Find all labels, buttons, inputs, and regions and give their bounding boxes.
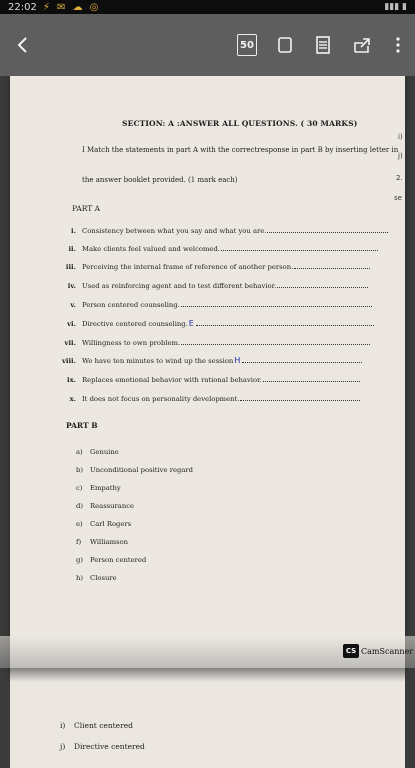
scanned-page-2 xyxy=(10,668,405,768)
question-row: vii. Willingness to own problem. xyxy=(58,338,370,350)
question-row: ii. Make clients feel valued and welcomed. xyxy=(58,244,378,256)
question-row: vi. Directive centered counseling. E xyxy=(58,319,374,331)
handwritten-answer: H xyxy=(234,356,241,365)
signal-icons: ▮▮▮ ▮ xyxy=(384,2,407,12)
instruction-line: the answer booklet provided. (1 mark each) xyxy=(82,176,238,184)
question-row: ix. Replaces emotional behavior with rational behavior. xyxy=(58,375,360,387)
clock: 22:02 xyxy=(8,1,37,13)
option-row: i) Client centered xyxy=(60,721,133,730)
page-count-button[interactable]: 50 xyxy=(237,34,257,56)
question-row: x. It does not focus on personality development. xyxy=(58,394,360,406)
camscanner-logo-icon: CS xyxy=(343,644,359,658)
document-icon[interactable] xyxy=(314,34,332,56)
margin-mark: j) xyxy=(398,152,403,160)
crop-icon[interactable] xyxy=(276,34,294,56)
question-row: iii. Perceiving the internal frame of reference of another person. xyxy=(58,262,370,274)
part-a-heading: PART A xyxy=(72,204,101,213)
option-row: f) Williamson xyxy=(76,538,129,546)
share-icon[interactable] xyxy=(352,34,372,56)
question-row: viii. We have ten minutes to wind up the session H xyxy=(58,356,362,368)
question-row: v. Person centered counseling. xyxy=(58,300,372,312)
option-row: j) Directive centered xyxy=(60,742,145,751)
margin-mark: se xyxy=(394,194,402,202)
back-icon[interactable] xyxy=(10,34,34,56)
question-row: iv. Used as reinforcing agent and to test different behavior. xyxy=(58,281,368,293)
scanned-document-view[interactable] xyxy=(0,76,415,768)
option-row: e) Carl Rogers xyxy=(76,520,132,528)
option-row: c) Empathy xyxy=(76,484,121,492)
margin-mark: i) xyxy=(398,133,403,141)
more-options-icon[interactable] xyxy=(392,34,404,56)
option-row: a) Genuine xyxy=(76,448,119,456)
section-title: SECTION: A :ANSWER ALL QUESTIONS. ( 30 MARKS) xyxy=(122,119,358,128)
option-row: g) Person centered xyxy=(76,556,147,564)
option-row: d) Reassurance xyxy=(76,502,135,510)
option-row: h) Closure xyxy=(76,574,117,582)
camscanner-watermark: CS CamScanner xyxy=(343,644,413,658)
viewer-toolbar xyxy=(0,14,415,76)
option-row: b) Unconditional positive regard xyxy=(76,466,193,474)
question-row: i. Consistency between what you say and what you are. xyxy=(58,226,388,238)
notification-icons: ⚡ ✉ ☁ ◎ xyxy=(42,1,101,13)
instruction-line: I Match the statements in part A with the correctresponse in part B by inserting letter in xyxy=(82,146,399,154)
handwritten-answer: E xyxy=(188,319,194,328)
status-bar xyxy=(0,0,415,14)
part-b-heading: PART B xyxy=(66,421,98,430)
margin-mark: 2. xyxy=(396,174,403,182)
scanned-page xyxy=(10,76,405,676)
